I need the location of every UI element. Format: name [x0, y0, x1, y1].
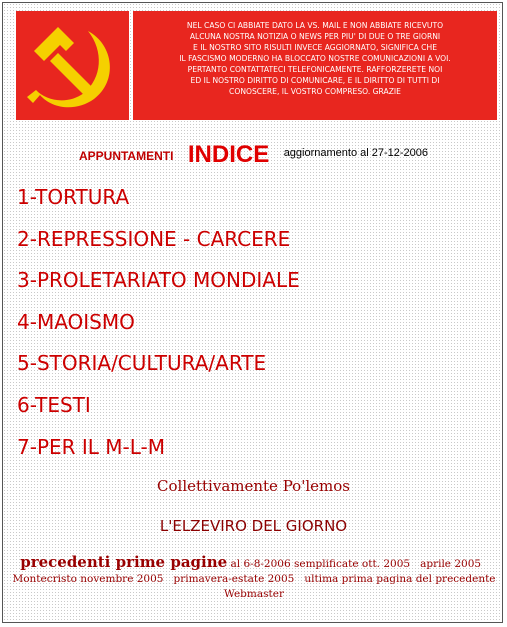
menu-item-maoismo[interactable]: 4-MAOISMO [17, 310, 135, 334]
collettivo-link[interactable]: Collettivamente Po'lemos [157, 477, 350, 495]
index-header [3, 141, 504, 169]
notice-line: ED IL NOSTRO DIRITTO DI COMUNICARE, E IL DIRITTO DI TUTTI DI [190, 76, 440, 85]
hammer-and-sickle-icon [16, 11, 129, 120]
previous-pages-title: precedenti prime pagine [20, 553, 228, 571]
menu-item-per-il-mlm[interactable]: 7-PER IL M-L-M [17, 435, 166, 459]
previous-page-link[interactable]: ultima prima pagina del precedente Webmaster [224, 573, 496, 600]
previous-page-link[interactable]: primavera-estate 2005 [173, 573, 295, 585]
previous-pages [11, 555, 497, 602]
page-title: INDICE [187, 141, 270, 168]
logo [16, 11, 129, 120]
update-date: aggiornamento al 27-12-2006 [283, 147, 429, 159]
appuntamenti-link[interactable]: APPUNTAMENTI [78, 149, 174, 163]
notice-line: CONOSCERE, IL VOSTRO COMPRESO. GRAZIE [229, 87, 401, 96]
notice-line: ALCUNA NOSTRA NOTIZIA O NEWS PER PIU' DI DUE O TRE GIORNI [189, 32, 441, 41]
notice-box [133, 11, 497, 120]
menu-item-tortura[interactable]: 1-TORTURA [17, 185, 130, 209]
menu-item-testi[interactable]: 6-TESTI [17, 393, 91, 417]
elzeviro-link[interactable]: L'ELZEVIRO DEL GIORNO [159, 517, 348, 535]
notice-line: E IL NOSTRO SITO RISULTI INVECE AGGIORNATO, SIGNIFICA CHE [192, 43, 437, 52]
page-frame [2, 2, 503, 623]
menu-item-repressione-carcere[interactable]: 2-REPRESSIONE - CARCERE [17, 227, 291, 251]
notice-line: PERTANTO CONTATTATECI TELEFONICAMENTE. RAFFORZERETE NOI [187, 65, 443, 74]
menu-item-storia-cultura-arte[interactable]: 5-STORIA/CULTURA/ARTE [17, 351, 267, 375]
notice-line: NEL CASO CI ABBIATE DATO LA VS. MAIL E NON ABBIATE RICEVUTO [186, 21, 444, 30]
menu-item-proletariato-mondiale[interactable]: 3-PROLETARIATO MONDIALE [17, 268, 300, 292]
previous-page-link[interactable]: aprile 2005 [420, 558, 482, 570]
notice-line: IL FASCISMO MODERNO HA BLOCCATO NOSTRE COMUNICAZIONI A VOI. [179, 54, 451, 63]
previous-page-link[interactable]: al 6-8-2006 [230, 558, 291, 570]
previous-page-link[interactable]: semplificate ott. 2005 [294, 558, 411, 570]
previous-page-link[interactable]: Montecristo novembre 2005 [12, 573, 164, 585]
